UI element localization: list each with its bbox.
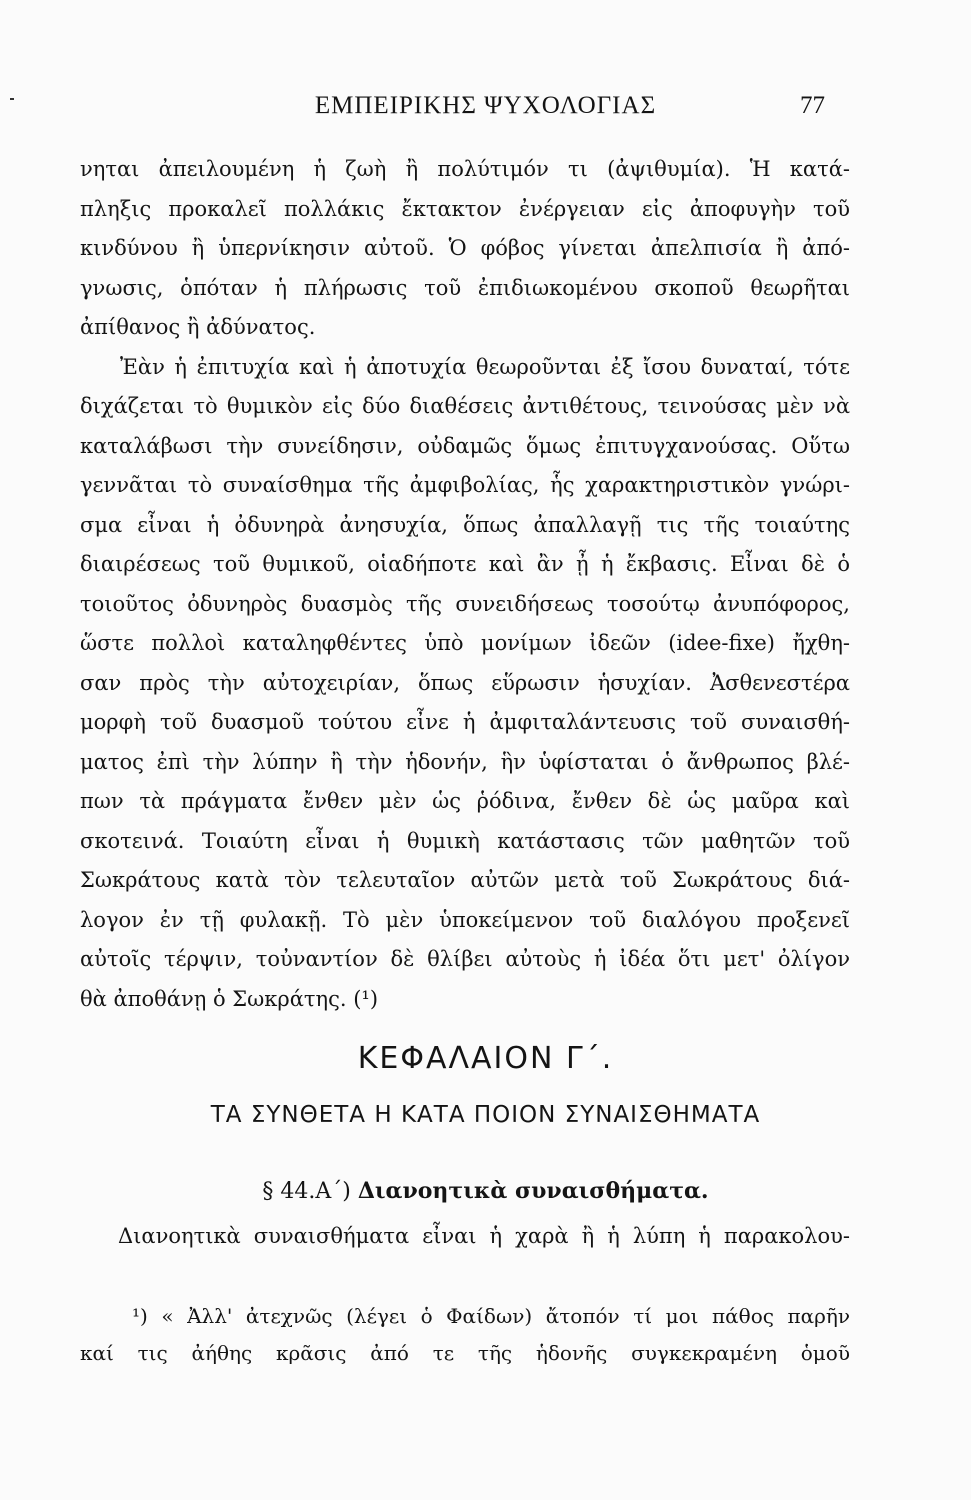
body-line: σμα εἶναι ἡ ὀδυνηρὰ ἀνησυχία, ὅπως ἀπαλλαγῇ τις τῆς τοιαύτης	[80, 512, 850, 537]
footnote-line: καί τις ἀήθης κρᾶσις ἀπό τε τῆς ἡδονῆς συγκεκραμένη ὁμοῦ	[80, 1341, 850, 1365]
page-number: 77	[800, 92, 825, 119]
body-text	[80, 150, 850, 1019]
footnote-line: ¹) « Ἀλλ' ἀτεχνῶς (λέγει ὁ Φαίδων) ἄτοπόν τί μοι πάθος παρῆν	[132, 1304, 850, 1328]
body-line: Σωκράτους κατὰ τὸν τελευταῖον αὐτῶν μετὰ τοῦ Σωκράτους διά-	[80, 868, 850, 892]
body-line: αὐτοῖς τέρψιν, τοὐναντίον δὲ θλίβει αὐτοὺς ἡ ἰδέα ὅτι μετ' ὀλίγον	[80, 947, 850, 971]
body-line: λογον ἐν τῇ φυλακῇ. Τὸ μὲν ὑποκείμενον τοῦ διαλόγου προξενεῖ	[80, 907, 850, 932]
footnotes	[80, 1298, 850, 1372]
running-head-title: ΕΜΠΕΙΡΙΚΗΣ ΨΥΧΟΛΟΓΙΑΣ	[314, 92, 657, 119]
body-line: κινδύνου ἢ ὑπερνίκησιν αὐτοῦ. Ὁ φόβος γίνεται ἀπελπισία ἢ ἀπό-	[80, 236, 850, 260]
body-line: καταλάβωσι τὴν συνείδησιν, οὐδαμῶς ὅμως ἐπιτυγχανούσας. Οὕτω	[80, 433, 850, 458]
body-line: νηται ἀπειλουμένη ἡ ζωὴ ἢ πολύτιμόν τι (ἀψιθυμία). Ἡ κατά-	[80, 157, 850, 181]
body-line: πων τὰ πράγματα ἔνθεν μὲν ὡς ῥόδινα, ἔνθεν δὲ ὡς μαῦρα καὶ	[80, 789, 850, 813]
body-line: θὰ ἀποθάνῃ ὁ Σωκράτης. (¹)	[80, 986, 379, 1011]
body-line: γνωσις, ὁπόταν ἡ πλήρωσις τοῦ ἐπιδιωκομένου σκοποῦ θεωρῆται	[80, 275, 850, 300]
section-title: Διανοητικὰ συναισθήματα.	[357, 1178, 709, 1204]
section-heading	[0, 1173, 971, 1209]
body-line: ὥστε πολλοὶ καταληφθέντες ὑπὸ μονίμων ἰδεῶν (idee-fixe) ἤχθη-	[80, 631, 850, 655]
body-line: ἀπίθανος ἢ ἀδύνατος.	[80, 315, 316, 339]
section-first-line: Διανοητικὰ συναισθήματα εἶναι ἡ χαρὰ ἢ ἡ λύπη ἡ παρακολου-	[118, 1224, 850, 1248]
section-number: § 44.Α΄)	[262, 1179, 351, 1204]
chapter-title: ΚΕΦΑΛΑΙΟΝ Γ΄.	[357, 1041, 614, 1076]
body-line: μορφὴ τοῦ δυασμοῦ τούτου εἶνε ἡ ἀμφιταλάντευσις τοῦ συναισθή-	[80, 710, 850, 734]
body-line: διχάζεται τὸ θυμικὸν εἰς δύο διαθέσεις ἀντιθέτους, τεινούσας μὲν νὰ	[80, 394, 850, 418]
body-line: πληξις προκαλεῖ πολλάκις ἔκτακτον ἐνέργειαν εἰς ἀποφυγὴν τοῦ	[80, 196, 850, 221]
body-line: σκοτεινά. Τοιαύτη εἶναι ἡ θυμικὴ κατάστασις τῶν μαθητῶν τοῦ	[80, 828, 850, 853]
body-line: τοιοῦτος ὀδυνηρὸς δυασμὸς τῆς συνειδήσεως τοσούτῳ ἀνυπόφορος,	[80, 591, 850, 616]
body-line: γεννᾶται τὸ συναίσθημα τῆς ἀμφιβολίας, ἧς χαρακτηριστικὸν γνώρι-	[80, 473, 850, 497]
body-line: σαν πρὸς τὴν αὐτοχειρίαν, ὅπως εὕρωσιν ἡσυχίαν. Ἀσθενεστέρα	[80, 670, 850, 695]
body-line: Ἐὰν ἡ ἐπιτυχία καὶ ἡ ἀποτυχία θεωροῦνται ἐξ ἴσου δυναταί, τότε	[120, 354, 850, 379]
chapter-subtitle: ΤΑ ΣΥΝΘΕΤΑ Η ΚΑΤΑ ΠΟΙΟΝ ΣΥΝΑΙΣΘΗΜΑΤΑ	[210, 1102, 761, 1128]
running-head	[0, 92, 971, 128]
body-line: ματος ἐπὶ τὴν λύπην ἢ τὴν ἡδονήν, ἣν ὑφίσταται ὁ ἄνθρωπος βλέ-	[80, 749, 850, 774]
body-line: διαιρέσεως τοῦ θυμικοῦ, οἱαδήποτε καὶ ἂν ᾖ ἡ ἔκβασις. Εἶναι δὲ ὁ	[80, 552, 850, 576]
